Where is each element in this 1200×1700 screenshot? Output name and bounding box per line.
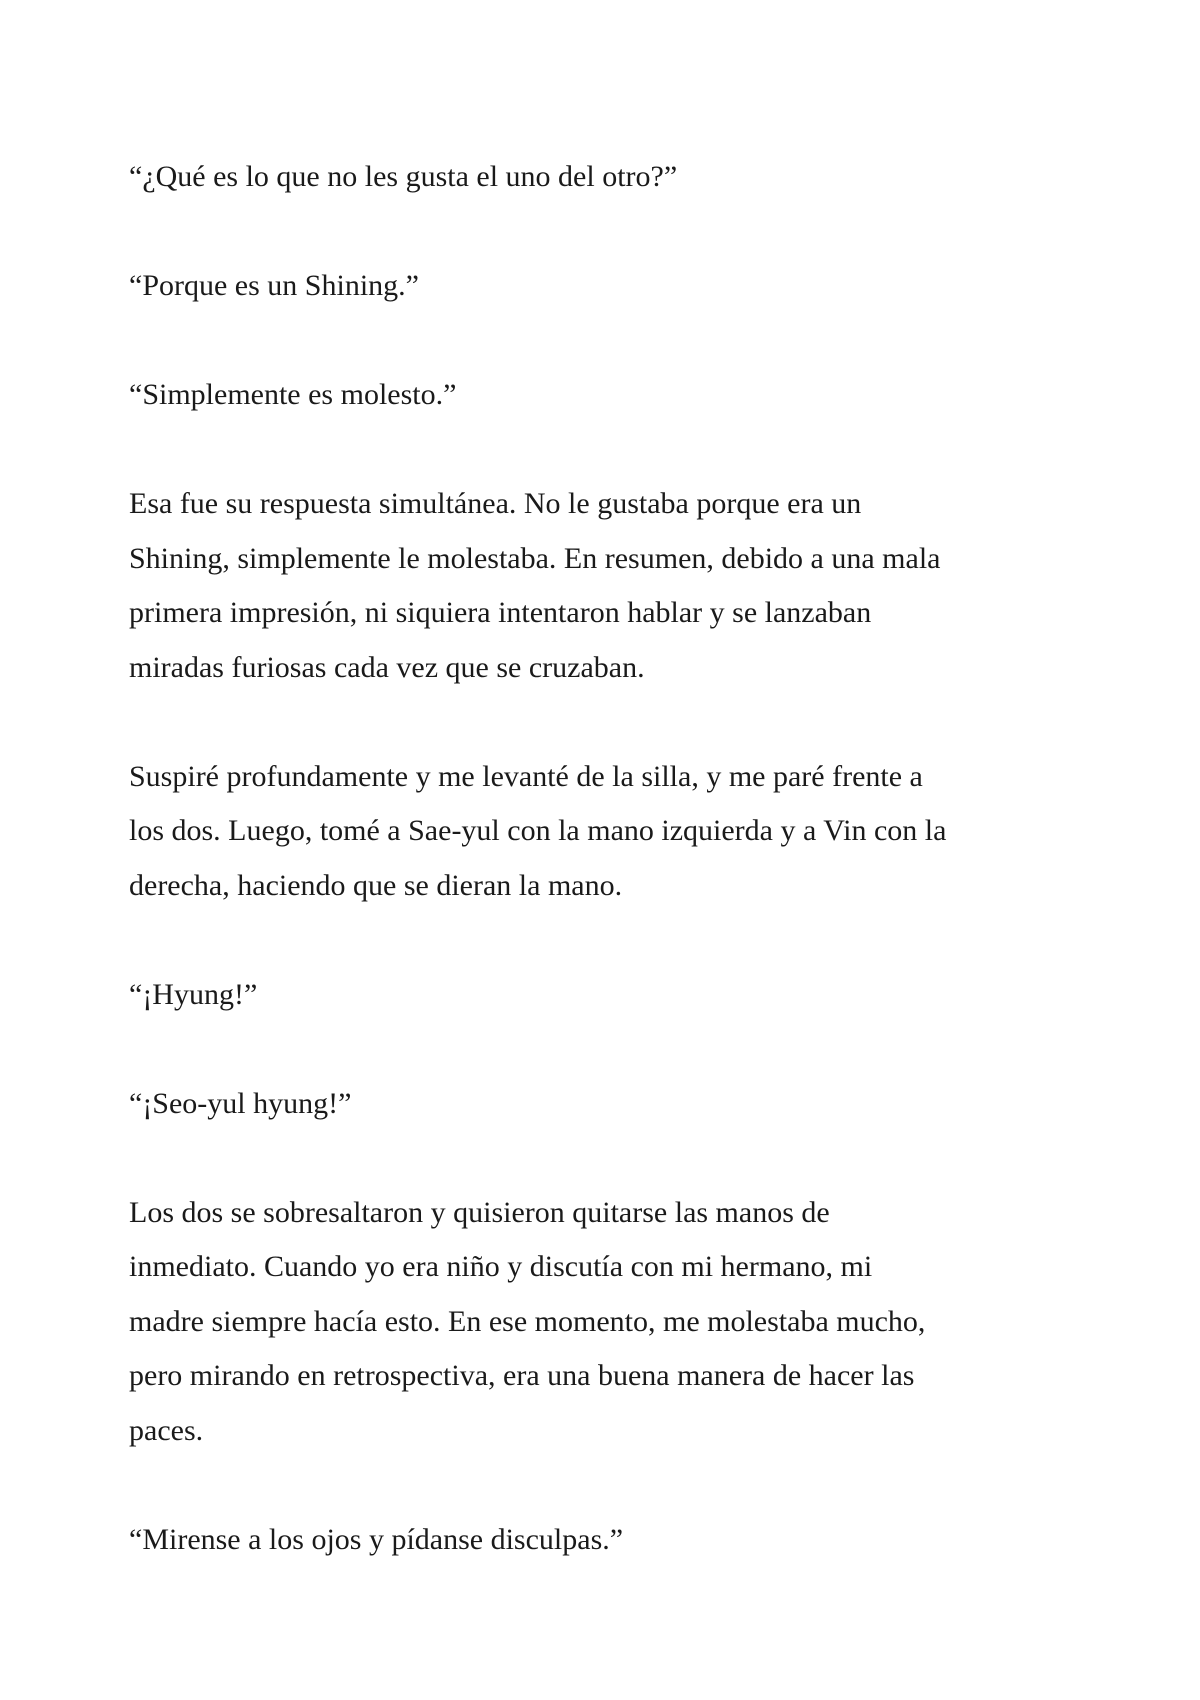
paragraph	[129, 1077, 1089, 1132]
text-line: “Porque es un Shining.”	[129, 269, 419, 302]
text-line: inmediato. Cuando yo era niño y discutía con mi hermano, mi	[129, 1250, 873, 1283]
text-line: primera impresión, ni siquiera intentaron hablar y se lanzaban	[129, 596, 872, 629]
text-line: “¿Qué es lo que no les gusta el uno del otro?”	[129, 160, 678, 193]
paragraph	[129, 1186, 1089, 1459]
text-line: “Simplemente es molesto.”	[129, 378, 457, 411]
paragraph	[129, 750, 1089, 914]
document-page	[129, 150, 1089, 1622]
paragraph	[129, 477, 1089, 695]
paragraph	[129, 968, 1089, 1023]
text-line: pero mirando en retrospectiva, era una buena manera de hacer las	[129, 1359, 915, 1392]
text-line: madre siempre hacía esto. En ese momento, me molestaba mucho,	[129, 1304, 926, 1338]
text-line: los dos. Luego, tomé a Sae-yul con la mano izquierda y a Vin con la	[129, 814, 947, 847]
text-line: “Mirense a los ojos y pídanse disculpas.”	[129, 1522, 624, 1556]
text-line: “¡Seo-yul hyung!”	[129, 1086, 352, 1120]
paragraph	[129, 1513, 1089, 1568]
text-line: Esa fue su respuesta simultánea. No le gustaba porque era un	[129, 487, 862, 520]
text-line: Shining, simplemente le molestaba. En resumen, debido a una mala	[129, 541, 941, 575]
text-line: “¡Hyung!”	[129, 977, 258, 1011]
text-line: derecha, haciendo que se dieran la mano.	[129, 868, 623, 902]
text-line: paces.	[129, 1413, 204, 1447]
paragraph	[129, 259, 1089, 314]
text-line: miradas furiosas cada vez que se cruzaban.	[129, 650, 645, 684]
text-line: Los dos se sobresaltaron y quisieron quitarse las manos de	[129, 1195, 830, 1229]
paragraph	[129, 368, 1089, 423]
paragraph	[129, 150, 1089, 205]
text-line: Suspiré profundamente y me levanté de la silla, y me paré frente a	[129, 759, 923, 793]
